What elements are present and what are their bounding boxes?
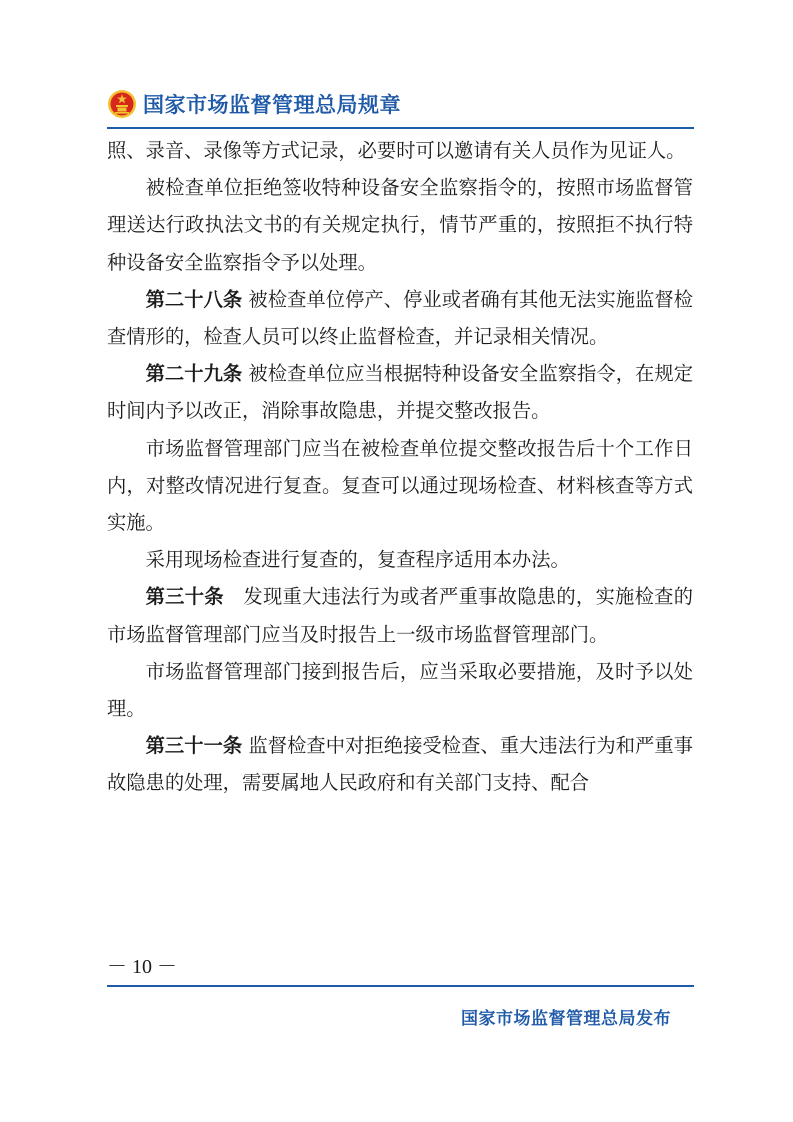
paragraph: 市场监督管理部门接到报告后，应当采取必要措施，及时予以处理。: [107, 659, 693, 721]
page-header: [107, 84, 401, 124]
paragraph: 市场监督管理部门应当在被检查单位提交整改报告后十个工作日内，对整改情况进行复查。复查可以通过现场检查、材料核查等方式实施。: [107, 436, 693, 535]
article-number: 第二十八条: [145, 287, 243, 311]
article-text: 被检查单位应当根据特种设备安全监察指令，在规定时间内予以改正，消除事故隐患，并提交整改报告。: [107, 362, 693, 423]
footer-publisher: 国家市场监督管理总局发布: [461, 1009, 671, 1029]
header-title: 国家市场监督管理总局规章: [143, 93, 401, 117]
article-number: 第三十一条: [145, 734, 243, 758]
header-divider: [107, 127, 694, 129]
document-body: [107, 132, 693, 802]
paragraph: 采用现场检查进行复查的，复查程序适用本办法。: [145, 548, 570, 572]
article-number: 第二十九条: [145, 362, 243, 386]
article-30: [107, 578, 693, 652]
article-text: 发现重大违法行为或者严重事故隐患的，实施检查的市场监督管理部门应当及时报告上一级市场监督管理部门。: [107, 585, 694, 646]
page-number: － 10 －: [107, 956, 177, 978]
paragraph: 被检查单位拒绝签收特种设备安全监察指令的，按照市场监督管理送达行政执法文书的有关规定执行，情节严重的，按照拒不执行特种设备安全监察指令予以处理。: [107, 176, 693, 274]
article-29: [107, 355, 693, 429]
article-31: [107, 727, 693, 801]
national-emblem-icon: [107, 89, 137, 119]
paragraph: 照、录音、录像等方式记录，必要时可以邀请有关人员作为见证人。: [107, 139, 686, 162]
article-28: [107, 281, 693, 355]
article-text: 被检查单位停产、停业或者确有其他无法实施监督检查情形的，检查人员可以终止监督检查，并记录相关情况。: [107, 287, 693, 349]
footer-divider: [107, 985, 694, 987]
article-text: 监督检查中对拒绝接受检查、重大违法行为和严重事故隐患的处理，需要属地人民政府和有关部门支持、配合: [107, 734, 693, 795]
article-number: 第三十条: [145, 585, 224, 609]
